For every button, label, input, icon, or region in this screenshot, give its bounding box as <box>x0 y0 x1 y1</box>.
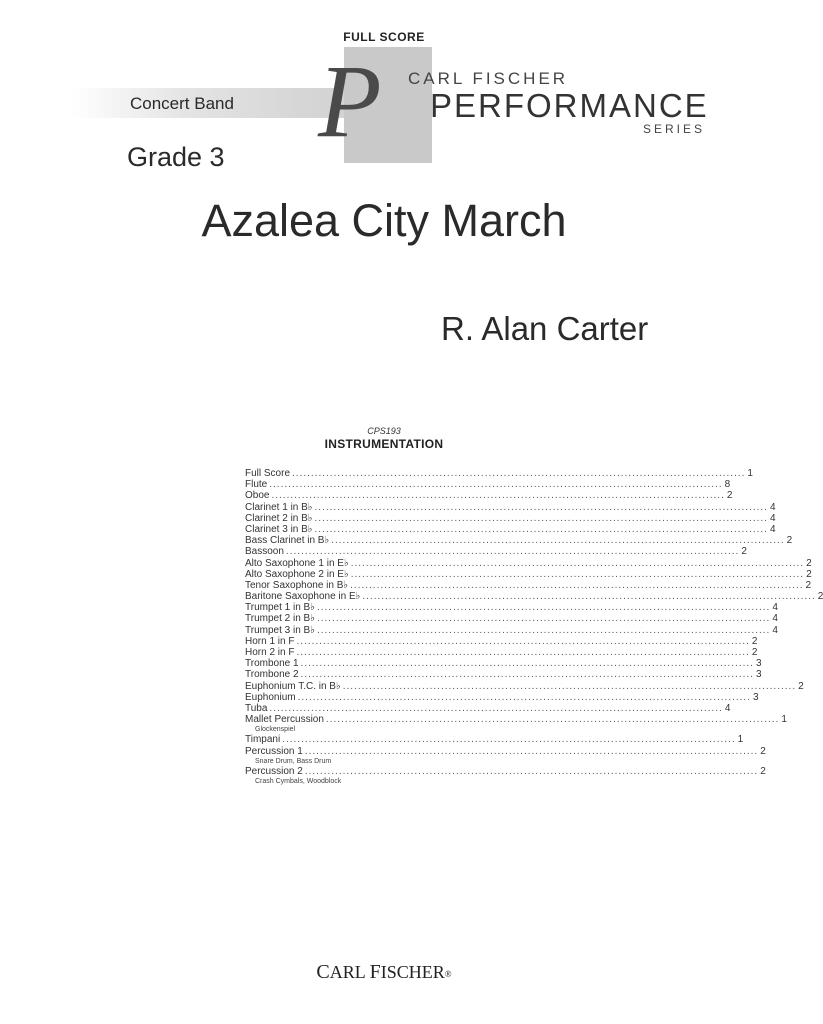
instrument-name: Trumpet 2 in B♭ <box>245 613 315 625</box>
dot-leader: ........................................................................................................................ <box>314 512 768 524</box>
series-logo-initial: P <box>318 44 380 159</box>
instrument-count: 2 <box>726 490 733 502</box>
dot-leader: ........................................................................................................................ <box>296 635 750 647</box>
instrument-name: Alto Saxophone 1 in E♭ <box>245 557 349 569</box>
dot-leader: ........................................................................................................................ <box>304 745 759 757</box>
dot-leader: ........................................................................................................................ <box>350 568 805 580</box>
instrument-count: 2 <box>817 591 823 603</box>
piece-title: Azalea City March <box>201 195 567 246</box>
instrument-count: 2 <box>751 635 758 647</box>
dot-leader: ........................................................................................................................ <box>304 765 759 777</box>
instrument-row <box>245 591 823 603</box>
ensemble-label: Concert Band <box>130 94 234 113</box>
publisher-part-1: ARL <box>329 962 370 982</box>
instrument-name: Euphonium T.C. in B♭ <box>245 680 341 692</box>
instrument-row <box>245 691 759 703</box>
dot-leader: ........................................................................................................................ <box>300 669 754 681</box>
instrument-name: Clarinet 3 in B♭ <box>245 523 313 535</box>
instrument-name: Bassoon <box>245 546 284 558</box>
dot-leader: ........................................................................................................................ <box>269 702 723 714</box>
instrument-name: Mallet Percussion <box>245 714 324 726</box>
full-score-label: FULL SCORE <box>343 30 425 44</box>
instrument-row <box>245 557 812 569</box>
instrument-row <box>245 523 776 535</box>
publisher-footer <box>0 961 768 984</box>
catalog-number: CPS193 <box>367 426 401 436</box>
dot-leader: ........................................................................................................................ <box>316 613 771 625</box>
instrument-row <box>245 512 776 524</box>
instrument-row <box>245 479 731 491</box>
instrument-count: 3 <box>755 658 762 670</box>
instrument-count: 2 <box>798 680 804 692</box>
instrument-count: 4 <box>769 512 776 524</box>
instrumentation-heading: INSTRUMENTATION <box>324 437 444 451</box>
instrumentation-list <box>245 468 823 786</box>
instrument-subnote: Snare Drum, Bass Drum <box>255 757 332 765</box>
instrument-count: 4 <box>772 624 778 636</box>
instrument-count: 3 <box>755 669 762 681</box>
instrument-row <box>245 579 812 591</box>
instrument-row <box>245 734 744 746</box>
dot-leader: ........................................................................................................................ <box>316 624 771 636</box>
instrument-count: 4 <box>724 702 731 714</box>
instrument-subnote: Glockenspiel <box>255 726 296 734</box>
dot-leader: ........................................................................................................................ <box>342 680 797 692</box>
instrument-row <box>245 546 747 558</box>
dot-leader: ........................................................................................................................ <box>300 658 754 670</box>
instrument-name: Clarinet 1 in B♭ <box>245 501 313 513</box>
dot-leader: ........................................................................................................................ <box>325 714 780 726</box>
grade-level: Grade 3 <box>127 142 225 172</box>
instrument-name: Trumpet 1 in B♭ <box>245 602 315 614</box>
instrument-row <box>245 680 804 692</box>
dot-leader: ........................................................................................................................ <box>314 501 768 513</box>
instrument-count: 8 <box>724 479 731 491</box>
instrument-row <box>245 568 812 580</box>
instrument-row <box>245 669 762 681</box>
instrument-name: Trumpet 3 in B♭ <box>245 624 315 636</box>
instrument-row <box>245 702 731 714</box>
instrument-name: Clarinet 2 in B♭ <box>245 512 313 524</box>
instrument-name: Euphonium <box>245 691 296 703</box>
instrument-count: 4 <box>769 501 776 513</box>
instrument-count: 2 <box>760 765 766 777</box>
instrument-row <box>245 765 766 777</box>
instrument-count: 2 <box>805 579 812 591</box>
instrument-row <box>245 745 766 757</box>
instrument-name: Oboe <box>245 490 270 502</box>
instrument-row <box>245 658 762 670</box>
instrument-name: Tenor Saxophone in B♭ <box>245 579 349 591</box>
dot-leader: ........................................................................................................................ <box>282 734 736 746</box>
instrument-name: Trombone 2 <box>245 669 299 681</box>
instrument-row <box>245 501 776 513</box>
instrument-count: 2 <box>751 647 758 658</box>
instrument-count: 1 <box>747 468 753 479</box>
logo-publisher-text: CARL FISCHER <box>408 69 569 88</box>
instrument-row <box>245 647 758 658</box>
instrument-count: 1 <box>737 734 744 746</box>
logo-series-name: PERFORMANCE <box>430 87 709 124</box>
composer-name: R. Alan Carter <box>441 310 649 347</box>
instrument-name: Full Score <box>245 468 291 479</box>
instrument-count: 2 <box>741 546 747 558</box>
instrument-count: 2 <box>806 568 812 580</box>
instrument-name: Bass Clarinet in B♭ <box>245 535 330 547</box>
dot-leader: ........................................................................................................................ <box>292 468 746 479</box>
publisher-part-2: ISCHER <box>380 962 445 982</box>
instrument-name: Horn 1 in F <box>245 635 295 647</box>
instrument-row <box>245 714 787 726</box>
instrument-name: Trombone 1 <box>245 658 299 670</box>
publisher-initial-c: C <box>316 961 330 983</box>
dot-leader: ........................................................................................................................ <box>269 479 723 491</box>
registered-mark: ® <box>444 969 452 979</box>
dot-leader: ........................................................................................................................ <box>350 557 805 569</box>
instrument-count: 1 <box>781 714 787 726</box>
dot-leader: ........................................................................................................................ <box>331 535 785 547</box>
instrument-count: 2 <box>760 745 766 757</box>
instrument-name: Baritone Saxophone in E♭ <box>245 591 361 603</box>
dot-leader: ........................................................................................................................ <box>296 647 750 658</box>
instrument-row <box>245 535 793 547</box>
dot-leader: ........................................................................................................................ <box>271 490 725 502</box>
instrument-row <box>245 635 758 647</box>
instrument-row <box>245 624 778 636</box>
instrument-name: Percussion 2 <box>245 765 303 777</box>
dot-leader: ........................................................................................................................ <box>314 523 768 535</box>
instrument-count: 2 <box>806 557 812 569</box>
instrument-name: Flute <box>245 479 268 491</box>
instrument-name: Alto Saxophone 2 in E♭ <box>245 568 349 580</box>
instrument-row <box>245 468 753 479</box>
dot-leader: ........................................................................................................................ <box>350 579 804 591</box>
dot-leader: ........................................................................................................................ <box>285 546 740 558</box>
instrument-row <box>245 613 778 625</box>
instrument-count: 2 <box>786 535 793 547</box>
logo-series-label: SERIES <box>643 122 706 136</box>
instrument-count: 4 <box>769 523 776 535</box>
instrument-row <box>245 602 778 614</box>
instrument-name: Tuba <box>245 702 268 714</box>
instrument-row <box>245 490 733 502</box>
instrument-name: Horn 2 in F <box>245 647 295 658</box>
instrument-count: 4 <box>772 602 778 614</box>
dot-leader: ........................................................................................................................ <box>297 691 751 703</box>
instrument-name: Percussion 1 <box>245 745 303 757</box>
publisher-initial-f: F <box>369 961 381 983</box>
instrument-count: 3 <box>753 691 759 703</box>
instrument-subnote: Crash Cymbals, Woodblock <box>255 777 342 785</box>
dot-leader: ........................................................................................................................ <box>316 602 771 614</box>
dot-leader: ........................................................................................................................ <box>362 591 816 603</box>
instrument-count: 4 <box>772 613 778 625</box>
instrument-name: Timpani <box>245 734 281 746</box>
